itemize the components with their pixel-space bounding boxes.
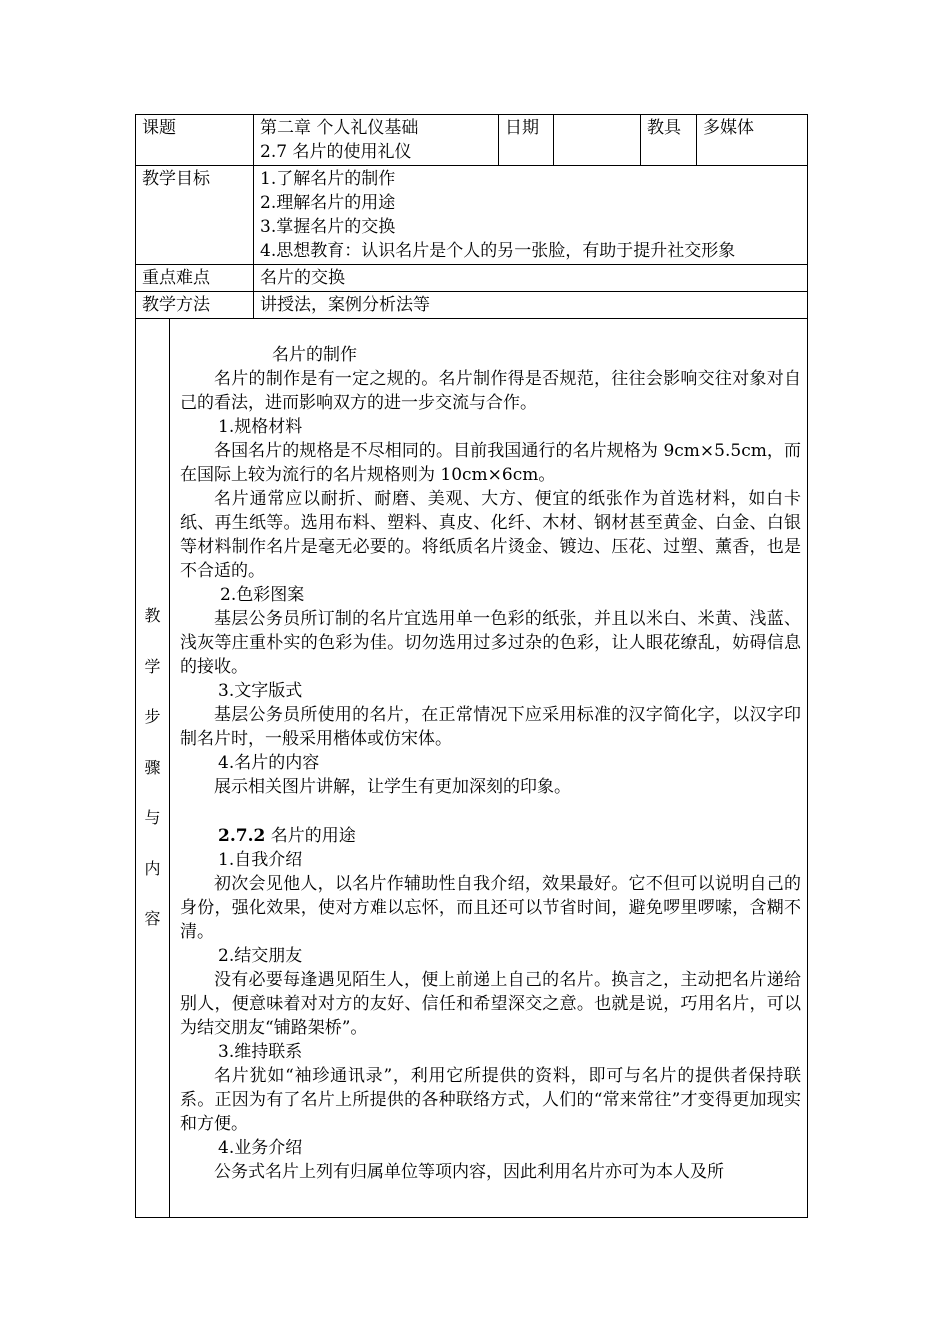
business-paragraph: 公务式名片上列有归属单位等项内容，因此利用名片亦可为本人及所 bbox=[214, 1162, 724, 1182]
business-heading: 4.业务介绍 bbox=[218, 1138, 303, 1158]
methods-label: 教学方法 bbox=[136, 292, 254, 319]
topic-value bbox=[254, 115, 499, 166]
key-points-row bbox=[136, 265, 808, 292]
contact-heading: 3.维持联系 bbox=[218, 1042, 303, 1062]
goals-label: 教学目标 bbox=[136, 166, 254, 265]
color-paragraph: 基层公务员所订制的名片宜选用单一色彩的纸张，并且以米白、米黄、浅蓝、浅灰等庄重朴实的色彩为佳。切勿选用过多过杂的色彩，让人眼花缭乱，妨碍信息的接收。 bbox=[180, 609, 801, 677]
goal-item: 4.思想教育：认识名片是个人的另一张脸，有助于提升社交形象 bbox=[260, 241, 736, 261]
methods-value: 讲授法，案例分析法等 bbox=[254, 292, 808, 319]
font-heading: 3.文字版式 bbox=[218, 681, 303, 701]
content-paragraph: 展示相关图片讲解，让学生有更加深刻的印象。 bbox=[214, 777, 571, 797]
methods-row bbox=[136, 292, 808, 319]
usage-section-title: 名片的用途 bbox=[270, 826, 356, 846]
tools-label: 教具 bbox=[641, 115, 697, 166]
goal-item: 3.掌握名片的交换 bbox=[260, 217, 396, 237]
spacer bbox=[180, 799, 801, 824]
goal-item: 2.理解名片的用途 bbox=[260, 193, 396, 213]
self-intro-paragraph: 初次会见他人，以名片作辅助性自我介绍，效果最好。它不但可以说明自己的身份，强化效果，使对方难以忘怀，而且还可以节省时间，避免啰里啰嗦，含糊不清。 bbox=[180, 874, 801, 942]
steps-label: 教 学 步 骤 与 内 容 bbox=[136, 319, 170, 1218]
spec-heading: 1.规格材料 bbox=[218, 417, 303, 437]
making-title: 名片的制作 bbox=[272, 345, 357, 365]
friends-heading: 2.结交朋友 bbox=[218, 946, 303, 966]
date-label: 日期 bbox=[499, 115, 554, 166]
usage-heading bbox=[218, 824, 801, 848]
goals-list bbox=[254, 166, 808, 265]
usage-section-number: 2.7.2 bbox=[218, 826, 266, 846]
topic-chapter: 第二章 个人礼仪基础 bbox=[260, 118, 419, 138]
goal-item: 1.了解名片的制作 bbox=[260, 169, 396, 189]
key-points-value: 名片的交换 bbox=[254, 265, 808, 292]
content-heading: 4.名片的内容 bbox=[218, 753, 320, 773]
date-value bbox=[554, 115, 641, 166]
spec-paragraph-1: 各国名片的规格是不尽相同的。目前我国通行的名片规格为 9cm×5.5cm，而在国际上较为流行的名片规格则为 10cm×6cm。 bbox=[180, 441, 801, 485]
tools-value: 多媒体 bbox=[697, 115, 808, 166]
lesson-plan-table bbox=[135, 114, 808, 1218]
topic-section: 2.7 名片的使用礼仪 bbox=[260, 142, 412, 162]
friends-paragraph: 没有必要每逢遇见陌生人，便上前递上自己的名片。换言之，主动把名片递给别人，便意味着对对方的友好、信任和希望深交之意。也就是说，巧用名片，可以为结交朋友“铺路架桥”。 bbox=[180, 970, 801, 1038]
key-points-label: 重点难点 bbox=[136, 265, 254, 292]
spec-paragraph-2: 名片通常应以耐折、耐磨、美观、大方、便宜的纸张作为首选材料，如白卡纸、再生纸等。选用布料、塑料、真皮、化纤、木材、钢材甚至黄金、白金、白银等材料制作名片是毫无必要的。将纸质名片烫金、镀边、压花、过塑、薰香，也是不合适的。 bbox=[180, 489, 801, 581]
steps-row bbox=[136, 319, 808, 1218]
steps-content bbox=[170, 319, 808, 1218]
topic-row bbox=[136, 115, 808, 166]
font-paragraph: 基层公务员所使用的名片，在正常情况下应采用标准的汉字简化字，以汉字印制名片时，一般采用楷体或仿宋体。 bbox=[180, 705, 801, 749]
making-intro: 名片的制作是有一定之规的。名片制作得是否规范，往往会影响交往对象对自己的看法，进而影响双方的进一步交流与合作。 bbox=[180, 369, 801, 413]
goals-row bbox=[136, 166, 808, 265]
contact-paragraph: 名片犹如“袖珍通讯录”，利用它所提供的资料，即可与名片的提供者保持联系。正因为有了名片上所提供的各种联络方式，人们的“常来常往”才变得更加现实和方便。 bbox=[180, 1066, 801, 1134]
self-intro-heading: 1.自我介绍 bbox=[218, 850, 303, 870]
color-heading: 2.色彩图案 bbox=[220, 585, 305, 605]
topic-label: 课题 bbox=[136, 115, 254, 166]
